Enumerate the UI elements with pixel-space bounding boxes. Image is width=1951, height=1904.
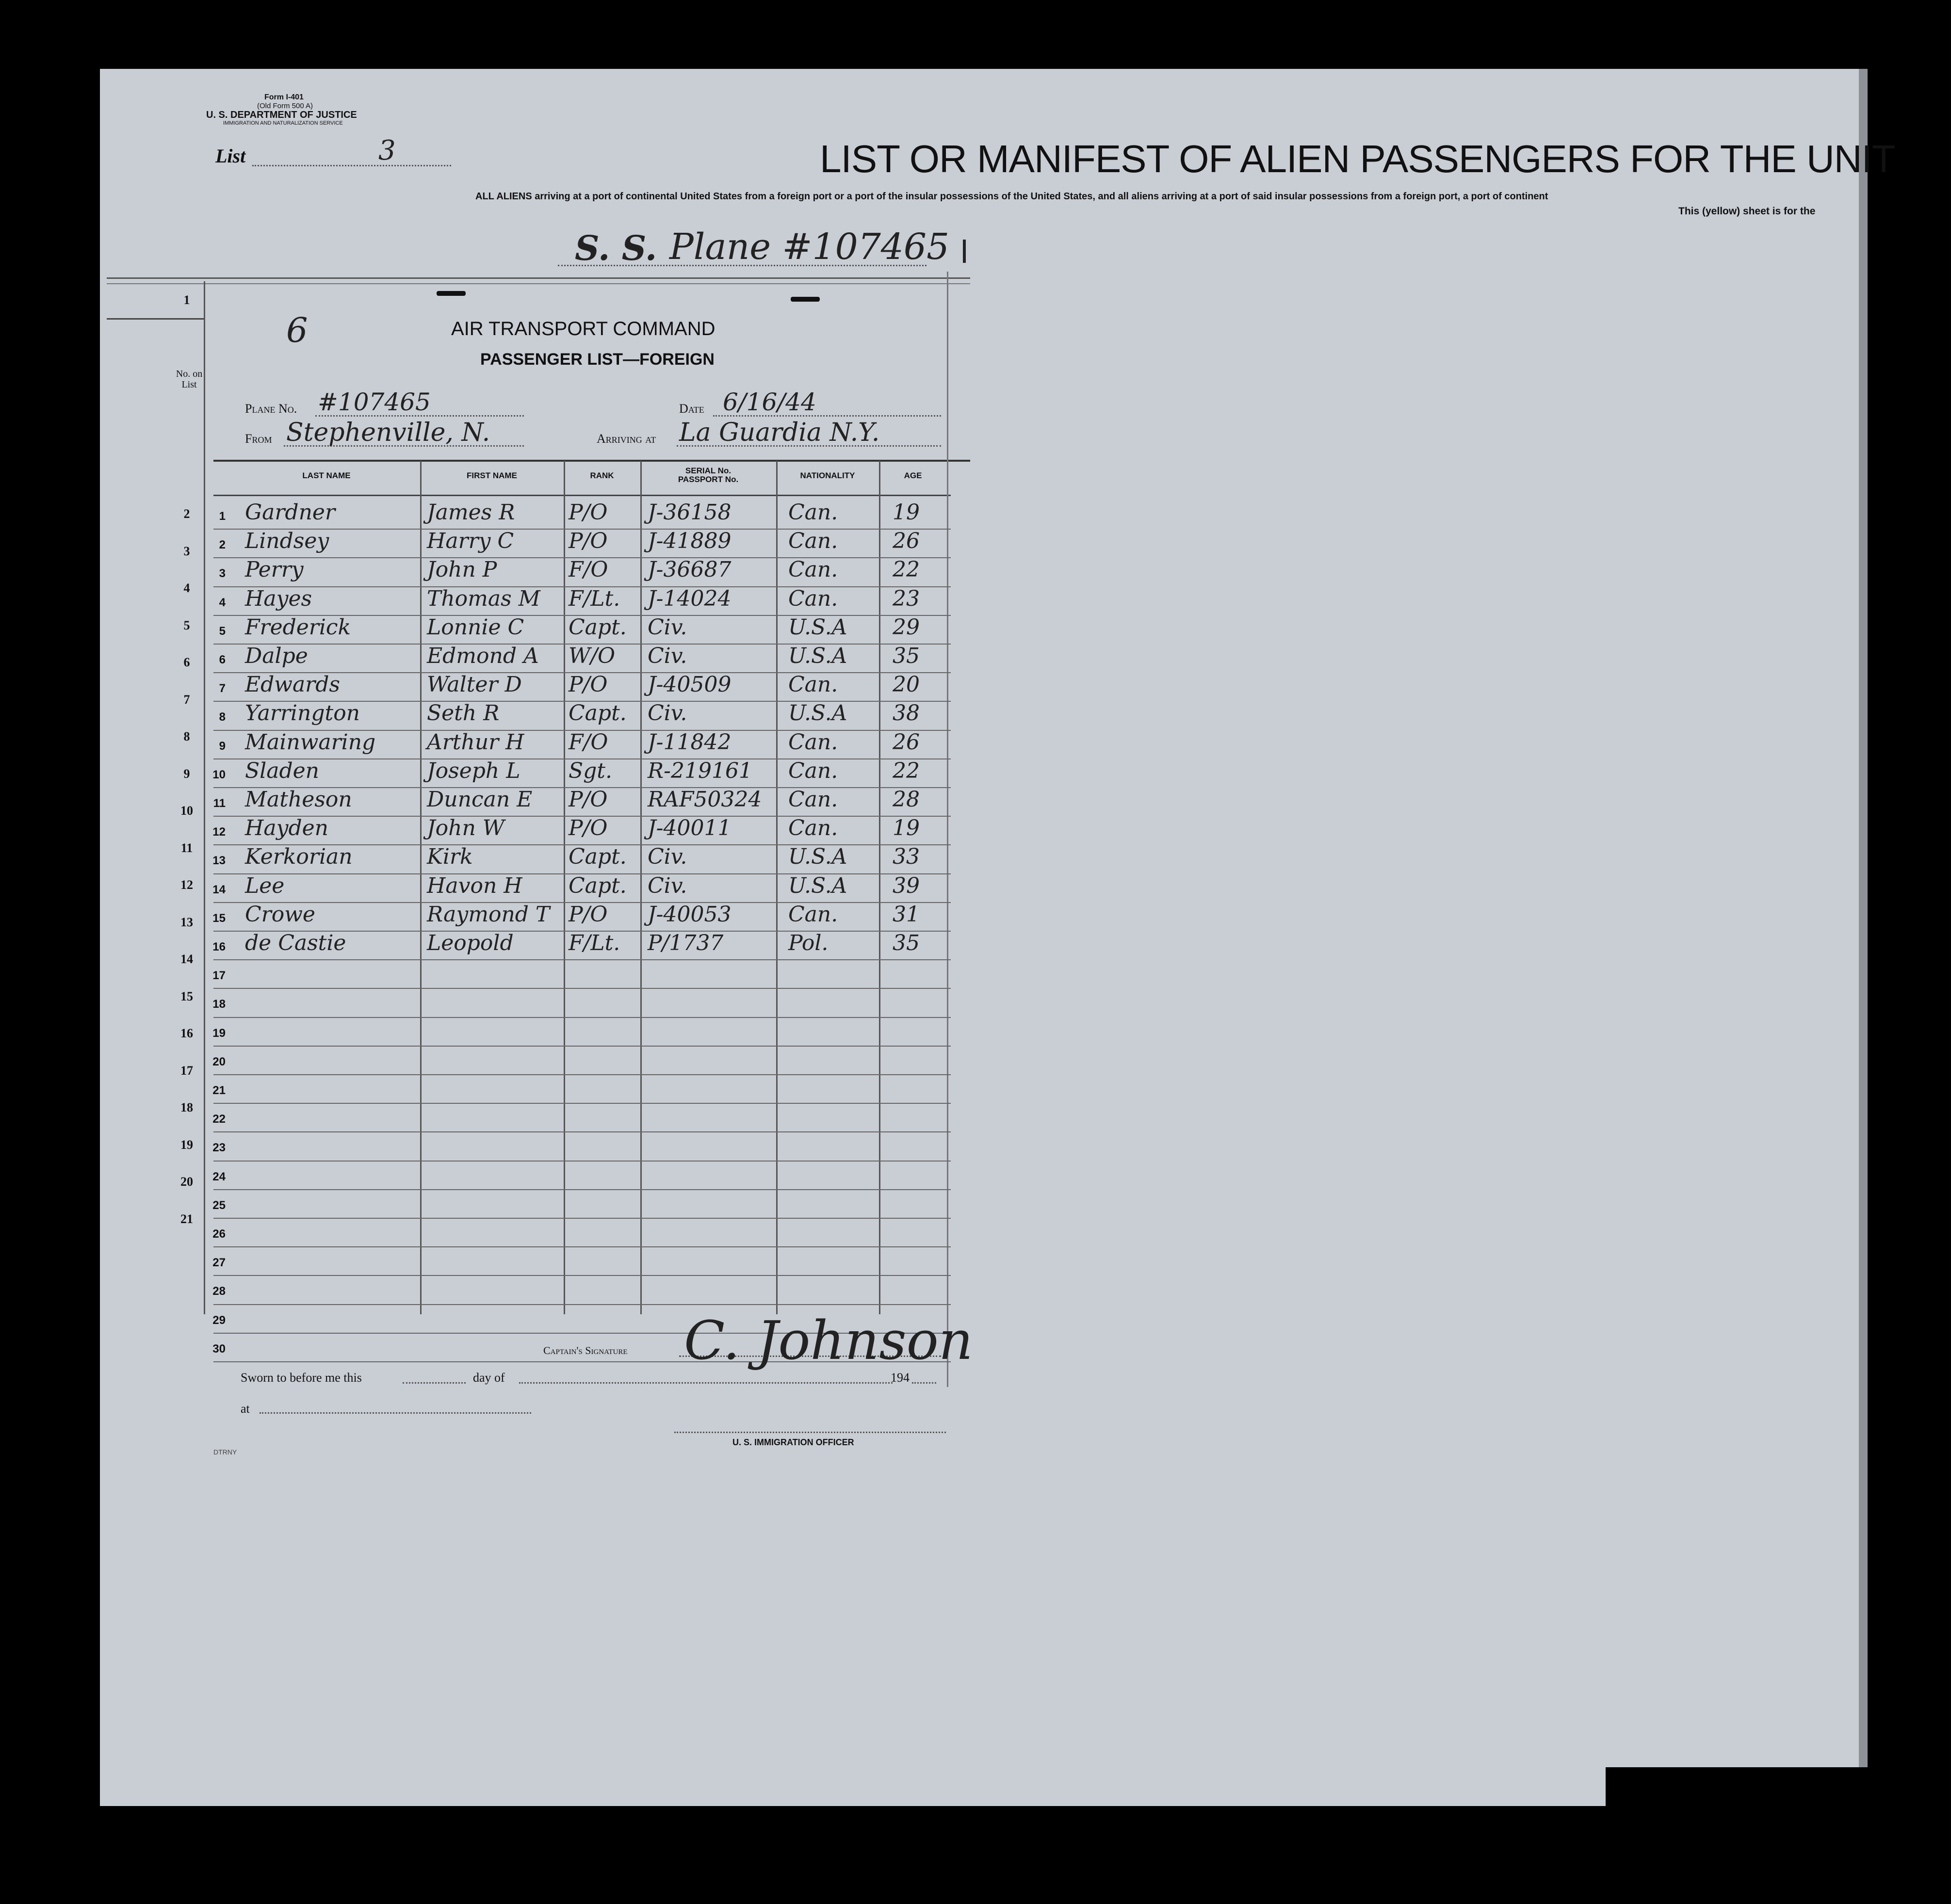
line-number: 16 <box>212 940 226 953</box>
cell-nationality[interactable]: Can. <box>788 672 838 697</box>
date-value[interactable]: 6/16/44 <box>723 388 816 416</box>
cell-rank[interactable]: P/O <box>569 816 608 841</box>
cell-last-name[interactable]: Edwards <box>245 672 340 697</box>
cell-rank[interactable]: W/O <box>569 644 616 668</box>
list-line <box>252 165 451 166</box>
cell-last-name[interactable]: Frederick <box>245 614 351 640</box>
sworn-month-line <box>519 1382 893 1384</box>
cell-serial[interactable]: Civ. <box>648 844 687 870</box>
cell-nationality[interactable]: U.S.A <box>788 701 847 726</box>
cell-serial[interactable]: Civ. <box>648 614 687 640</box>
cell-serial[interactable]: Civ. <box>648 644 687 668</box>
no-on-list-number: 21 <box>180 1211 193 1226</box>
row-rule <box>213 1189 951 1190</box>
no-on-list-number: 5 <box>183 618 190 632</box>
line-number: 11 <box>213 797 226 810</box>
captain-signature-label: Captain's Signature <box>543 1344 628 1356</box>
cell-nationality[interactable]: Can. <box>788 529 838 554</box>
row-rule <box>213 1246 951 1247</box>
cell-age[interactable]: 26 <box>893 729 920 755</box>
cell-first-name[interactable]: John W <box>427 816 505 841</box>
cell-age[interactable]: 19 <box>893 816 920 841</box>
line-number: 18 <box>212 998 226 1011</box>
line-number: 28 <box>212 1285 226 1298</box>
cell-serial[interactable]: J-40053 <box>648 902 732 927</box>
ss-label: S. S. <box>575 228 657 268</box>
cell-rank[interactable]: Capt. <box>569 873 627 898</box>
cell-age[interactable]: 31 <box>893 902 920 927</box>
cell-first-name[interactable]: James R <box>427 500 515 525</box>
no-on-list-number: 18 <box>180 1100 193 1114</box>
row-rule <box>213 1161 951 1162</box>
cell-first-name[interactable]: Edmond A <box>427 644 539 668</box>
col-first-name: FIRST NAME <box>467 471 517 480</box>
list-number-mark: 6 <box>286 310 308 350</box>
cell-age[interactable]: 35 <box>893 644 920 668</box>
line-number: 20 <box>212 1055 226 1068</box>
table-top-rule <box>213 460 970 462</box>
cell-last-name[interactable]: Matheson <box>245 787 352 812</box>
cell-nationality[interactable]: U.S.A <box>788 644 847 668</box>
col-divider <box>640 461 642 1314</box>
sheet-corner <box>1606 1767 1859 1807</box>
cell-rank[interactable]: P/O <box>569 902 608 927</box>
cell-serial[interactable]: J-41889 <box>648 529 732 554</box>
arriving-value[interactable]: La Guardia N.Y. <box>679 418 880 447</box>
ss-line <box>558 265 927 266</box>
cell-first-name[interactable]: Lonnie C <box>427 614 524 640</box>
form-number: Form I-401 <box>264 93 304 101</box>
cell-age[interactable]: 39 <box>893 873 920 898</box>
no-on-list-number: 15 <box>180 989 193 1003</box>
cell-rank[interactable]: P/O <box>569 672 608 697</box>
no-on-list-number: 13 <box>180 915 193 929</box>
cell-last-name[interactable]: Kerkorian <box>245 844 353 870</box>
at-label: at <box>241 1402 250 1416</box>
cell-last-name[interactable]: Perry <box>245 557 304 582</box>
cell-serial[interactable]: J-36158 <box>648 500 732 525</box>
plane-value[interactable]: #107465 <box>318 388 431 416</box>
line-number: 8 <box>219 710 226 724</box>
col-divider <box>879 461 880 1314</box>
cell-rank[interactable]: P/O <box>569 529 608 554</box>
cell-nationality[interactable]: Can. <box>788 729 838 755</box>
col-serial: SERIAL No. PASSPORT No. <box>678 466 739 484</box>
cell-rank[interactable]: F/O <box>569 729 608 755</box>
year-line <box>912 1382 936 1384</box>
line-number: 17 <box>212 969 226 983</box>
cell-age[interactable]: 38 <box>893 701 920 726</box>
officer-label: U. S. IMMIGRATION OFFICER <box>732 1437 854 1447</box>
cell-nationality[interactable]: U.S.A <box>788 844 847 870</box>
cell-first-name[interactable]: Harry C <box>427 529 514 554</box>
row-rule <box>213 959 951 960</box>
line-number: 30 <box>212 1342 226 1355</box>
col-age: AGE <box>904 471 922 480</box>
line-number: 13 <box>212 854 226 868</box>
row-rule <box>213 1304 951 1305</box>
no-on-list-number: 11 <box>180 840 193 855</box>
rule-left <box>107 318 204 320</box>
cell-age[interactable]: 23 <box>893 586 920 611</box>
cell-age[interactable]: 20 <box>893 672 920 697</box>
cell-rank[interactable]: F/Lt. <box>569 586 620 611</box>
row-rule <box>213 1046 951 1047</box>
top-rule <box>107 277 970 279</box>
no-on-list-number: 4 <box>183 581 190 595</box>
from-value[interactable]: Stephenville, N. <box>286 418 490 447</box>
cell-age[interactable]: 19 <box>893 500 920 525</box>
line-number: 7 <box>219 682 226 695</box>
cell-rank[interactable]: Capt. <box>569 614 627 640</box>
captain-signature[interactable]: C. Johnson <box>684 1309 973 1372</box>
col-rank: RANK <box>590 471 614 480</box>
cell-rank[interactable]: Capt. <box>569 844 627 870</box>
cell-nationality[interactable]: Pol. <box>788 931 829 955</box>
cell-nationality[interactable]: Can. <box>788 586 838 611</box>
cell-first-name[interactable]: Kirk <box>427 844 473 870</box>
line-number: 1 <box>219 510 226 523</box>
cell-last-name[interactable]: Dalpe <box>245 644 308 668</box>
cell-nationality[interactable]: Can. <box>788 758 838 783</box>
no-on-list-number: 1 <box>183 293 190 307</box>
col-last-name: LAST NAME <box>302 471 351 480</box>
no-on-list-number: 17 <box>180 1063 193 1078</box>
col-divider <box>564 461 565 1314</box>
cell-last-name[interactable]: Yarrington <box>245 701 360 726</box>
row-rule <box>213 988 951 989</box>
row-rule <box>213 1074 951 1075</box>
passenger-list-title: PASSENGER LIST—FOREIGN <box>480 350 715 369</box>
cell-age[interactable]: 29 <box>893 614 920 640</box>
day-of-label: day of <box>473 1371 505 1385</box>
line-number: 27 <box>212 1256 226 1270</box>
punch-mark <box>791 297 820 302</box>
cell-first-name[interactable]: Joseph L <box>427 758 520 783</box>
cell-last-name[interactable]: Lindsey <box>245 529 329 554</box>
plane-label: Plane No. <box>245 402 297 416</box>
command-title: AIR TRANSPORT COMMAND <box>451 318 715 339</box>
no-on-list-number: 20 <box>180 1175 193 1189</box>
no-on-list-number: 10 <box>180 804 193 818</box>
cell-first-name[interactable]: Havon H <box>427 873 522 898</box>
no-on-list-number: 12 <box>180 878 193 892</box>
cell-nationality[interactable]: Can. <box>788 787 838 812</box>
no-on-list-number: 3 <box>183 544 190 558</box>
no-on-list-number: 6 <box>183 655 190 669</box>
cell-serial[interactable]: J-40011 <box>648 816 732 841</box>
line-number: 9 <box>219 739 226 753</box>
no-on-list-number: 16 <box>180 1026 193 1040</box>
line-number: 26 <box>212 1227 226 1241</box>
line-number: 12 <box>212 825 226 839</box>
cell-last-name[interactable]: Crowe <box>245 902 315 927</box>
line-number: 3 <box>219 567 226 581</box>
date-label: Date <box>679 402 704 416</box>
no-on-list-number: 19 <box>180 1137 193 1152</box>
cell-last-name[interactable]: Lee <box>245 873 285 898</box>
line-number: 22 <box>212 1113 226 1126</box>
no-on-list-number: 2 <box>183 507 190 521</box>
cell-last-name[interactable]: Mainwaring <box>245 729 376 755</box>
manifest-instructions: ALL ALIENS arriving at a port of continental United States from a foreign port or a port of the insular possessions of the United States, and all aliens arriving at a port of said insular possessions from a foreign port, a port of continent <box>475 191 1548 202</box>
no-on-list-number: 9 <box>183 766 190 781</box>
row-rule <box>213 1131 951 1132</box>
service: IMMIGRATION AND NATURALIZATION SERVICE <box>223 120 343 126</box>
cell-nationality[interactable]: U.S.A <box>788 873 847 898</box>
cell-rank[interactable]: F/O <box>569 557 608 582</box>
cell-last-name[interactable]: Hayes <box>245 586 312 611</box>
cell-first-name[interactable]: Walter D <box>427 672 522 697</box>
no-on-list-label: No. on List <box>176 369 203 390</box>
cell-first-name[interactable]: Leopold <box>427 931 514 955</box>
cell-last-name[interactable]: de Castie <box>245 931 346 955</box>
cell-serial[interactable]: Civ. <box>648 701 687 726</box>
cell-age[interactable]: 28 <box>893 787 920 812</box>
sworn-day-line <box>403 1382 466 1384</box>
line-number: 21 <box>212 1084 226 1097</box>
ss-value[interactable]: Plane #107465 <box>669 226 950 268</box>
list-label: List <box>215 145 246 167</box>
cell-first-name[interactable]: Duncan E <box>427 787 533 812</box>
sworn-text: Sworn to before me this <box>241 1371 362 1385</box>
no-on-list-number: 7 <box>183 692 190 707</box>
cell-serial[interactable]: Civ. <box>648 873 687 898</box>
cell-last-name[interactable]: Sladen <box>245 758 319 783</box>
cell-first-name[interactable]: Seth R <box>427 701 500 726</box>
no-on-list-number: 14 <box>180 952 193 966</box>
list-value[interactable]: 3 <box>378 135 396 166</box>
cell-serial[interactable]: P/1737 <box>648 931 724 955</box>
punch-mark <box>437 291 466 296</box>
line-number: 4 <box>219 596 226 609</box>
cell-rank[interactable]: F/Lt. <box>569 931 620 955</box>
old-form-number: (Old Form 500 A) <box>257 102 313 110</box>
cell-rank[interactable]: P/O <box>569 787 608 812</box>
cell-nationality[interactable]: Can. <box>788 500 838 525</box>
cell-nationality[interactable]: Can. <box>788 902 838 927</box>
row-rule <box>213 1103 951 1104</box>
sheet-edge <box>1859 69 1868 1767</box>
cell-first-name[interactable]: Arthur H <box>427 729 524 755</box>
line-number: 2 <box>219 538 226 552</box>
line-number: 25 <box>212 1198 226 1212</box>
cell-age[interactable]: 26 <box>893 529 920 554</box>
line-number: 6 <box>219 653 226 666</box>
cell-age[interactable]: 22 <box>893 557 920 582</box>
no-on-list-number: 8 <box>183 729 190 743</box>
cell-rank[interactable]: P/O <box>569 500 608 525</box>
line-number: 5 <box>219 624 226 638</box>
arriving-label: Arriving at <box>597 432 656 446</box>
line-number: 23 <box>212 1141 226 1155</box>
cell-age[interactable]: 33 <box>893 844 920 870</box>
col-divider <box>776 461 778 1314</box>
margin-mark <box>963 240 966 263</box>
year-prefix: 194 <box>891 1371 910 1385</box>
cell-rank[interactable]: Capt. <box>569 701 627 726</box>
cell-serial[interactable]: RAF50324 <box>648 787 762 812</box>
cell-nationality[interactable]: Can. <box>788 557 838 582</box>
cell-last-name[interactable]: Hayden <box>245 816 329 841</box>
department: U. S. DEPARTMENT OF JUSTICE <box>206 110 357 120</box>
line-number: 15 <box>212 911 226 925</box>
sheet-note: This (yellow) sheet is for the <box>1678 206 1816 217</box>
cell-serial[interactable]: J-40509 <box>648 672 732 697</box>
row-rule <box>213 1275 951 1276</box>
right-border <box>947 272 948 1387</box>
footer-code: DTRNY <box>213 1448 237 1456</box>
cell-age[interactable]: 35 <box>893 931 920 955</box>
cell-serial[interactable]: J-11842 <box>648 729 732 755</box>
line-number: 24 <box>212 1170 226 1183</box>
col-nationality: NATIONALITY <box>800 471 855 480</box>
cell-first-name[interactable]: John P <box>427 557 497 582</box>
header-bottom-rule <box>213 495 951 496</box>
line-number: 10 <box>212 768 226 781</box>
cell-age[interactable]: 22 <box>893 758 920 783</box>
line-number: 19 <box>212 1026 226 1040</box>
line-number: 14 <box>212 883 226 896</box>
row-rule <box>213 1017 951 1018</box>
cell-serial[interactable]: J-14024 <box>648 586 732 611</box>
from-label: From <box>245 432 272 446</box>
officer-line <box>674 1432 946 1433</box>
cell-nationality[interactable]: Can. <box>788 816 838 841</box>
cell-serial[interactable]: R-219161 <box>648 758 752 783</box>
at-line <box>260 1412 531 1414</box>
cell-last-name[interactable]: Gardner <box>245 500 335 525</box>
cell-first-name[interactable]: Thomas M <box>427 586 540 611</box>
cell-rank[interactable]: Sgt. <box>569 758 612 783</box>
cell-serial[interactable]: J-36687 <box>648 557 732 582</box>
manifest-title: LIST OR MANIFEST OF ALIEN PASSENGERS FOR THE UNIT <box>820 137 1895 180</box>
line-number: 29 <box>212 1313 226 1327</box>
cell-nationality[interactable]: U.S.A <box>788 614 847 640</box>
row-rule <box>213 1218 951 1219</box>
manifest-sheet <box>100 69 1859 1806</box>
col-divider <box>420 461 422 1314</box>
cell-first-name[interactable]: Raymond T <box>427 902 550 927</box>
top-rule-2 <box>107 283 970 284</box>
